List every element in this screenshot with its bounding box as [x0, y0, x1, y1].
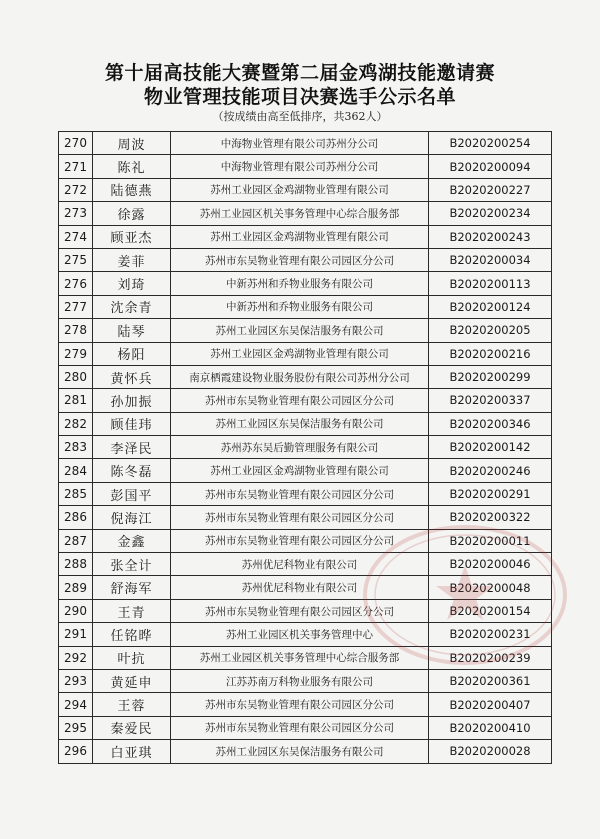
contestant-id: B2020200299	[429, 365, 552, 388]
company-name: 苏州工业园区金鸡湖物业管理有限公司	[171, 178, 429, 201]
row-number: 288	[59, 553, 93, 576]
row-number: 286	[59, 506, 93, 529]
company-name: 苏州工业园区金鸡湖物业管理有限公司	[171, 225, 429, 248]
company-name: 苏州市东吴物业管理有限公司园区分公司	[171, 389, 429, 412]
row-number: 295	[59, 716, 93, 739]
contestant-name: 沈余青	[93, 295, 171, 318]
company-name: 江苏苏南万科物业服务有限公司	[171, 669, 429, 692]
contestant-name: 杨阳	[93, 342, 171, 365]
contestant-name: 舒海军	[93, 576, 171, 599]
row-number: 291	[59, 623, 93, 646]
contestant-id: B2020200048	[429, 576, 552, 599]
contestant-name: 王青	[93, 599, 171, 622]
contestant-id: B2020200361	[429, 669, 552, 692]
company-name: 苏州苏东吴后勤管理服务有限公司	[171, 436, 429, 459]
table-row	[59, 482, 552, 505]
row-number: 272	[59, 178, 93, 201]
row-number: 292	[59, 646, 93, 669]
table-row	[59, 132, 552, 155]
contestant-name: 任铭晔	[93, 623, 171, 646]
row-number: 289	[59, 576, 93, 599]
row-number: 274	[59, 225, 93, 248]
row-number: 282	[59, 412, 93, 435]
row-number: 278	[59, 319, 93, 342]
row-number: 281	[59, 389, 93, 412]
table-row	[59, 716, 552, 739]
row-number: 271	[59, 155, 93, 178]
company-name: 苏州优尼科物业有限公司	[171, 553, 429, 576]
table-row	[59, 202, 552, 225]
table-row	[59, 740, 552, 763]
contestant-id: B2020200322	[429, 506, 552, 529]
contestant-name: 陈礼	[93, 155, 171, 178]
row-number: 294	[59, 693, 93, 716]
table-row	[59, 576, 552, 599]
table-row	[59, 225, 552, 248]
row-number: 284	[59, 459, 93, 482]
row-number: 296	[59, 740, 93, 763]
company-name: 中新苏州和乔物业服务有限公司	[171, 272, 429, 295]
row-number: 290	[59, 599, 93, 622]
table-row	[59, 669, 552, 692]
row-number: 280	[59, 365, 93, 388]
table-row	[59, 342, 552, 365]
contestant-id: B2020200243	[429, 225, 552, 248]
contestant-name: 金鑫	[93, 529, 171, 552]
contestant-name: 顾亚杰	[93, 225, 171, 248]
table-row	[59, 248, 552, 271]
table-row	[59, 178, 552, 201]
contestant-id: B2020200291	[429, 482, 552, 505]
company-name: 苏州市东吴物业管理有限公司园区分公司	[171, 248, 429, 271]
company-name: 苏州工业园区东吴保洁服务有限公司	[171, 740, 429, 763]
contestant-name: 周波	[93, 132, 171, 155]
company-name: 苏州市东吴物业管理有限公司园区分公司	[171, 693, 429, 716]
company-name: 苏州工业园区东吴保洁服务有限公司	[171, 319, 429, 342]
row-number: 279	[59, 342, 93, 365]
company-name: 南京栖霞建设物业服务股份有限公司苏州分公司	[171, 365, 429, 388]
contestant-name: 刘琦	[93, 272, 171, 295]
contestant-id: B2020200407	[429, 693, 552, 716]
row-number: 273	[59, 202, 93, 225]
row-number: 277	[59, 295, 93, 318]
company-name: 苏州市东吴物业管理有限公司园区分公司	[171, 599, 429, 622]
contestant-name: 徐露	[93, 202, 171, 225]
company-name: 中新苏州和乔物业服务有限公司	[171, 295, 429, 318]
contestant-id: B2020200011	[429, 529, 552, 552]
contestant-name: 倪海江	[93, 506, 171, 529]
contestant-id: B2020200234	[429, 202, 552, 225]
table-row	[59, 693, 552, 716]
row-number: 293	[59, 669, 93, 692]
contestant-name: 彭国平	[93, 482, 171, 505]
company-name: 中海物业管理有限公司苏州分公司	[171, 132, 429, 155]
contestant-id: B2020200154	[429, 599, 552, 622]
table-row	[59, 623, 552, 646]
contestant-id: B2020200227	[429, 178, 552, 201]
contestant-id: B2020200094	[429, 155, 552, 178]
company-name: 苏州工业园区机关事务管理中心综合服务部	[171, 202, 429, 225]
table-row	[59, 436, 552, 459]
company-name: 中海物业管理有限公司苏州分公司	[171, 155, 429, 178]
contestant-id: B2020200034	[429, 248, 552, 271]
company-name: 苏州市东吴物业管理有限公司园区分公司	[171, 716, 429, 739]
table-row	[59, 295, 552, 318]
table-row	[59, 599, 552, 622]
contestant-id: B2020200246	[429, 459, 552, 482]
company-name: 苏州工业园区东吴保洁服务有限公司	[171, 412, 429, 435]
contestant-name: 陈冬磊	[93, 459, 171, 482]
company-name: 苏州市东吴物业管理有限公司园区分公司	[171, 529, 429, 552]
contestant-name: 黄延申	[93, 669, 171, 692]
contestant-id: B2020200113	[429, 272, 552, 295]
contestant-id: B2020200028	[429, 740, 552, 763]
contestant-table	[58, 131, 552, 764]
contestant-name: 秦爱民	[93, 716, 171, 739]
company-name: 苏州工业园区机关事务管理中心综合服务部	[171, 646, 429, 669]
contestant-id: B2020200124	[429, 295, 552, 318]
title-line-1: 第十届高技能大赛暨第二届金鸡湖技能邀请赛	[104, 62, 495, 84]
company-name: 苏州市东吴物业管理有限公司园区分公司	[171, 506, 429, 529]
contestant-name: 陆德燕	[93, 178, 171, 201]
contestant-name: 孙加振	[93, 389, 171, 412]
company-name: 苏州工业园区机关事务管理中心	[171, 623, 429, 646]
table-row	[59, 646, 552, 669]
row-number: 270	[59, 132, 93, 155]
contestant-id: B2020200337	[429, 389, 552, 412]
row-number: 285	[59, 482, 93, 505]
table-row	[59, 389, 552, 412]
table-row	[59, 506, 552, 529]
company-name: 苏州优尼科物业有限公司	[171, 576, 429, 599]
table-row	[59, 272, 552, 295]
table-row	[59, 553, 552, 576]
contestant-name: 王蓉	[93, 693, 171, 716]
table-row	[59, 412, 552, 435]
table-row	[59, 365, 552, 388]
company-name: 苏州工业园区金鸡湖物业管理有限公司	[171, 459, 429, 482]
contestant-id: B2020200231	[429, 623, 552, 646]
contestant-name: 陆琴	[93, 319, 171, 342]
row-number: 287	[59, 529, 93, 552]
contestant-id: B2020200205	[429, 319, 552, 342]
contestant-name: 姜菲	[93, 248, 171, 271]
table-row	[59, 319, 552, 342]
contestant-id: B2020200239	[429, 646, 552, 669]
contestant-name: 白亚琪	[93, 740, 171, 763]
table-row	[59, 459, 552, 482]
contestant-id: B2020200254	[429, 132, 552, 155]
contestant-id: B2020200216	[429, 342, 552, 365]
row-number: 276	[59, 272, 93, 295]
contestant-id: B2020200346	[429, 412, 552, 435]
contestant-id: B2020200410	[429, 716, 552, 739]
company-name: 苏州市东吴物业管理有限公司园区分公司	[171, 482, 429, 505]
row-number: 275	[59, 248, 93, 271]
title-line-2: 物业管理技能项目决赛选手公示名单	[143, 86, 456, 108]
row-number: 283	[59, 436, 93, 459]
contestant-name: 顾佳玮	[93, 412, 171, 435]
contestant-name: 叶抗	[93, 646, 171, 669]
company-name: 苏州工业园区金鸡湖物业管理有限公司	[171, 342, 429, 365]
table-row	[59, 529, 552, 552]
contestant-name: 黄怀兵	[93, 365, 171, 388]
subtitle: （按成绩由高至低排序，共362人）	[212, 110, 388, 123]
contestant-id: B2020200142	[429, 436, 552, 459]
contestant-name: 张全计	[93, 553, 171, 576]
contestant-id: B2020200046	[429, 553, 552, 576]
contestant-name: 李泽民	[93, 436, 171, 459]
table-row	[59, 155, 552, 178]
